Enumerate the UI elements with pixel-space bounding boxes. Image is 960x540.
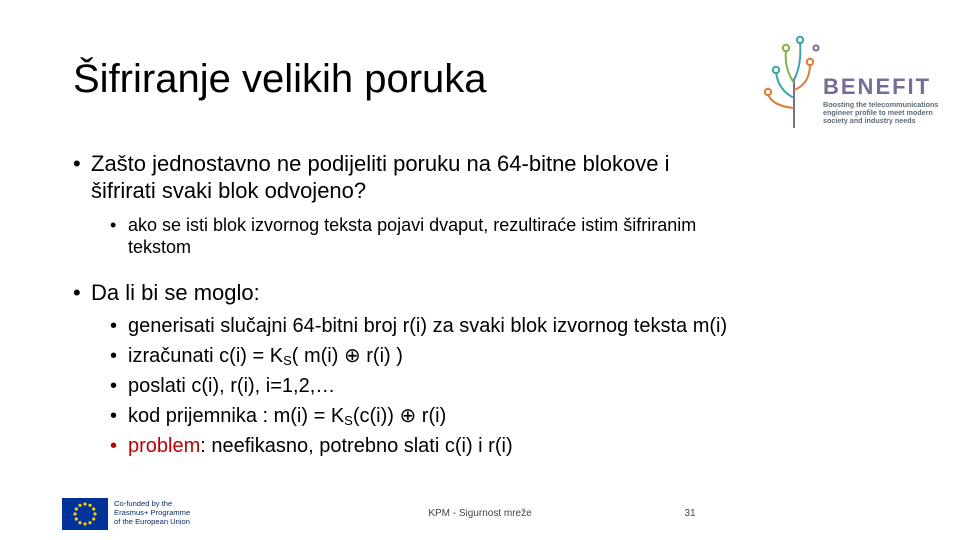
bullet-marker: • xyxy=(73,280,81,305)
bullet-2 xyxy=(73,279,851,306)
problem-highlight: problem xyxy=(128,435,201,457)
list-item-text: generisati slučajni 64-bitni broj r(i) za svaki blok izvornog teksta m(i) xyxy=(128,315,728,337)
problem-rest: : neefikasno, potrebno slati c(i) i r(i) xyxy=(200,435,513,457)
list-item xyxy=(110,371,727,401)
xor-symbol: ⊕ xyxy=(343,345,361,367)
sub-bullet-1-line-2: tekstom xyxy=(128,237,192,257)
formula-post: r(i) xyxy=(416,405,447,427)
list-item xyxy=(110,311,727,341)
list-item xyxy=(110,341,727,371)
bullet-1 xyxy=(73,150,851,204)
formula-post: r(i) ) xyxy=(360,345,403,367)
key-subscript: S xyxy=(283,353,292,368)
sub-bullet-1 xyxy=(110,214,898,258)
formula-mid: (c(i)) xyxy=(352,405,400,427)
list-item-text xyxy=(128,341,403,371)
bullet-marker: • xyxy=(110,375,118,397)
bullet-marker: • xyxy=(73,151,81,176)
bullet-1-line-1: Zašto jednostavno ne podijeliti poruku na 64-bitne blokove i xyxy=(91,151,670,176)
xor-symbol: ⊕ xyxy=(399,405,417,427)
bullet-1-line-2: šifrirati svaki blok odvojeno? xyxy=(91,178,367,203)
sub-bullet-1-line-1: ako se isti blok izvornog teksta pojavi dvaput, rezultiraće istim šifriranim xyxy=(128,215,697,235)
sub-bullet-list xyxy=(110,311,727,461)
formula-pre: kod prijemnika : m(i) = K xyxy=(128,405,345,427)
benefit-logo xyxy=(764,28,946,132)
list-item xyxy=(110,431,727,461)
logo-wordmark: BENEFIT xyxy=(823,74,932,99)
bullet-marker: • xyxy=(110,215,117,235)
key-subscript: S xyxy=(344,413,353,428)
formula-mid: ( m(i) xyxy=(291,345,344,367)
logo-tagline: Boosting the telecommunications engineer profile to meet modern society and industry needs xyxy=(823,100,939,126)
list-item-text: poslati c(i), r(i), i=1,2,… xyxy=(128,375,336,397)
bullet-marker: • xyxy=(110,405,118,427)
list-item-text xyxy=(128,401,446,431)
footer-course: KPM - Sigurnost mreže xyxy=(428,508,532,519)
eu-cofunded-logo xyxy=(60,496,236,532)
list-item-text xyxy=(128,431,513,461)
formula-pre: izračunati c(i) = K xyxy=(128,345,284,367)
eu-cofunded-text: Co-funded by the Erasmus+ Programme of the European Union xyxy=(114,499,191,527)
bullet-marker: • xyxy=(110,315,118,337)
bullet-marker: • xyxy=(110,345,118,367)
bullet-marker: • xyxy=(110,435,118,457)
slide-title: Šifriranje velikih poruka xyxy=(73,57,487,101)
bullet-2-text: Da li bi se moglo: xyxy=(91,280,260,305)
list-item xyxy=(110,401,727,431)
page-number: 31 xyxy=(684,508,696,519)
eu-flag-icon xyxy=(62,498,108,530)
circuit-tree-icon xyxy=(764,28,824,132)
